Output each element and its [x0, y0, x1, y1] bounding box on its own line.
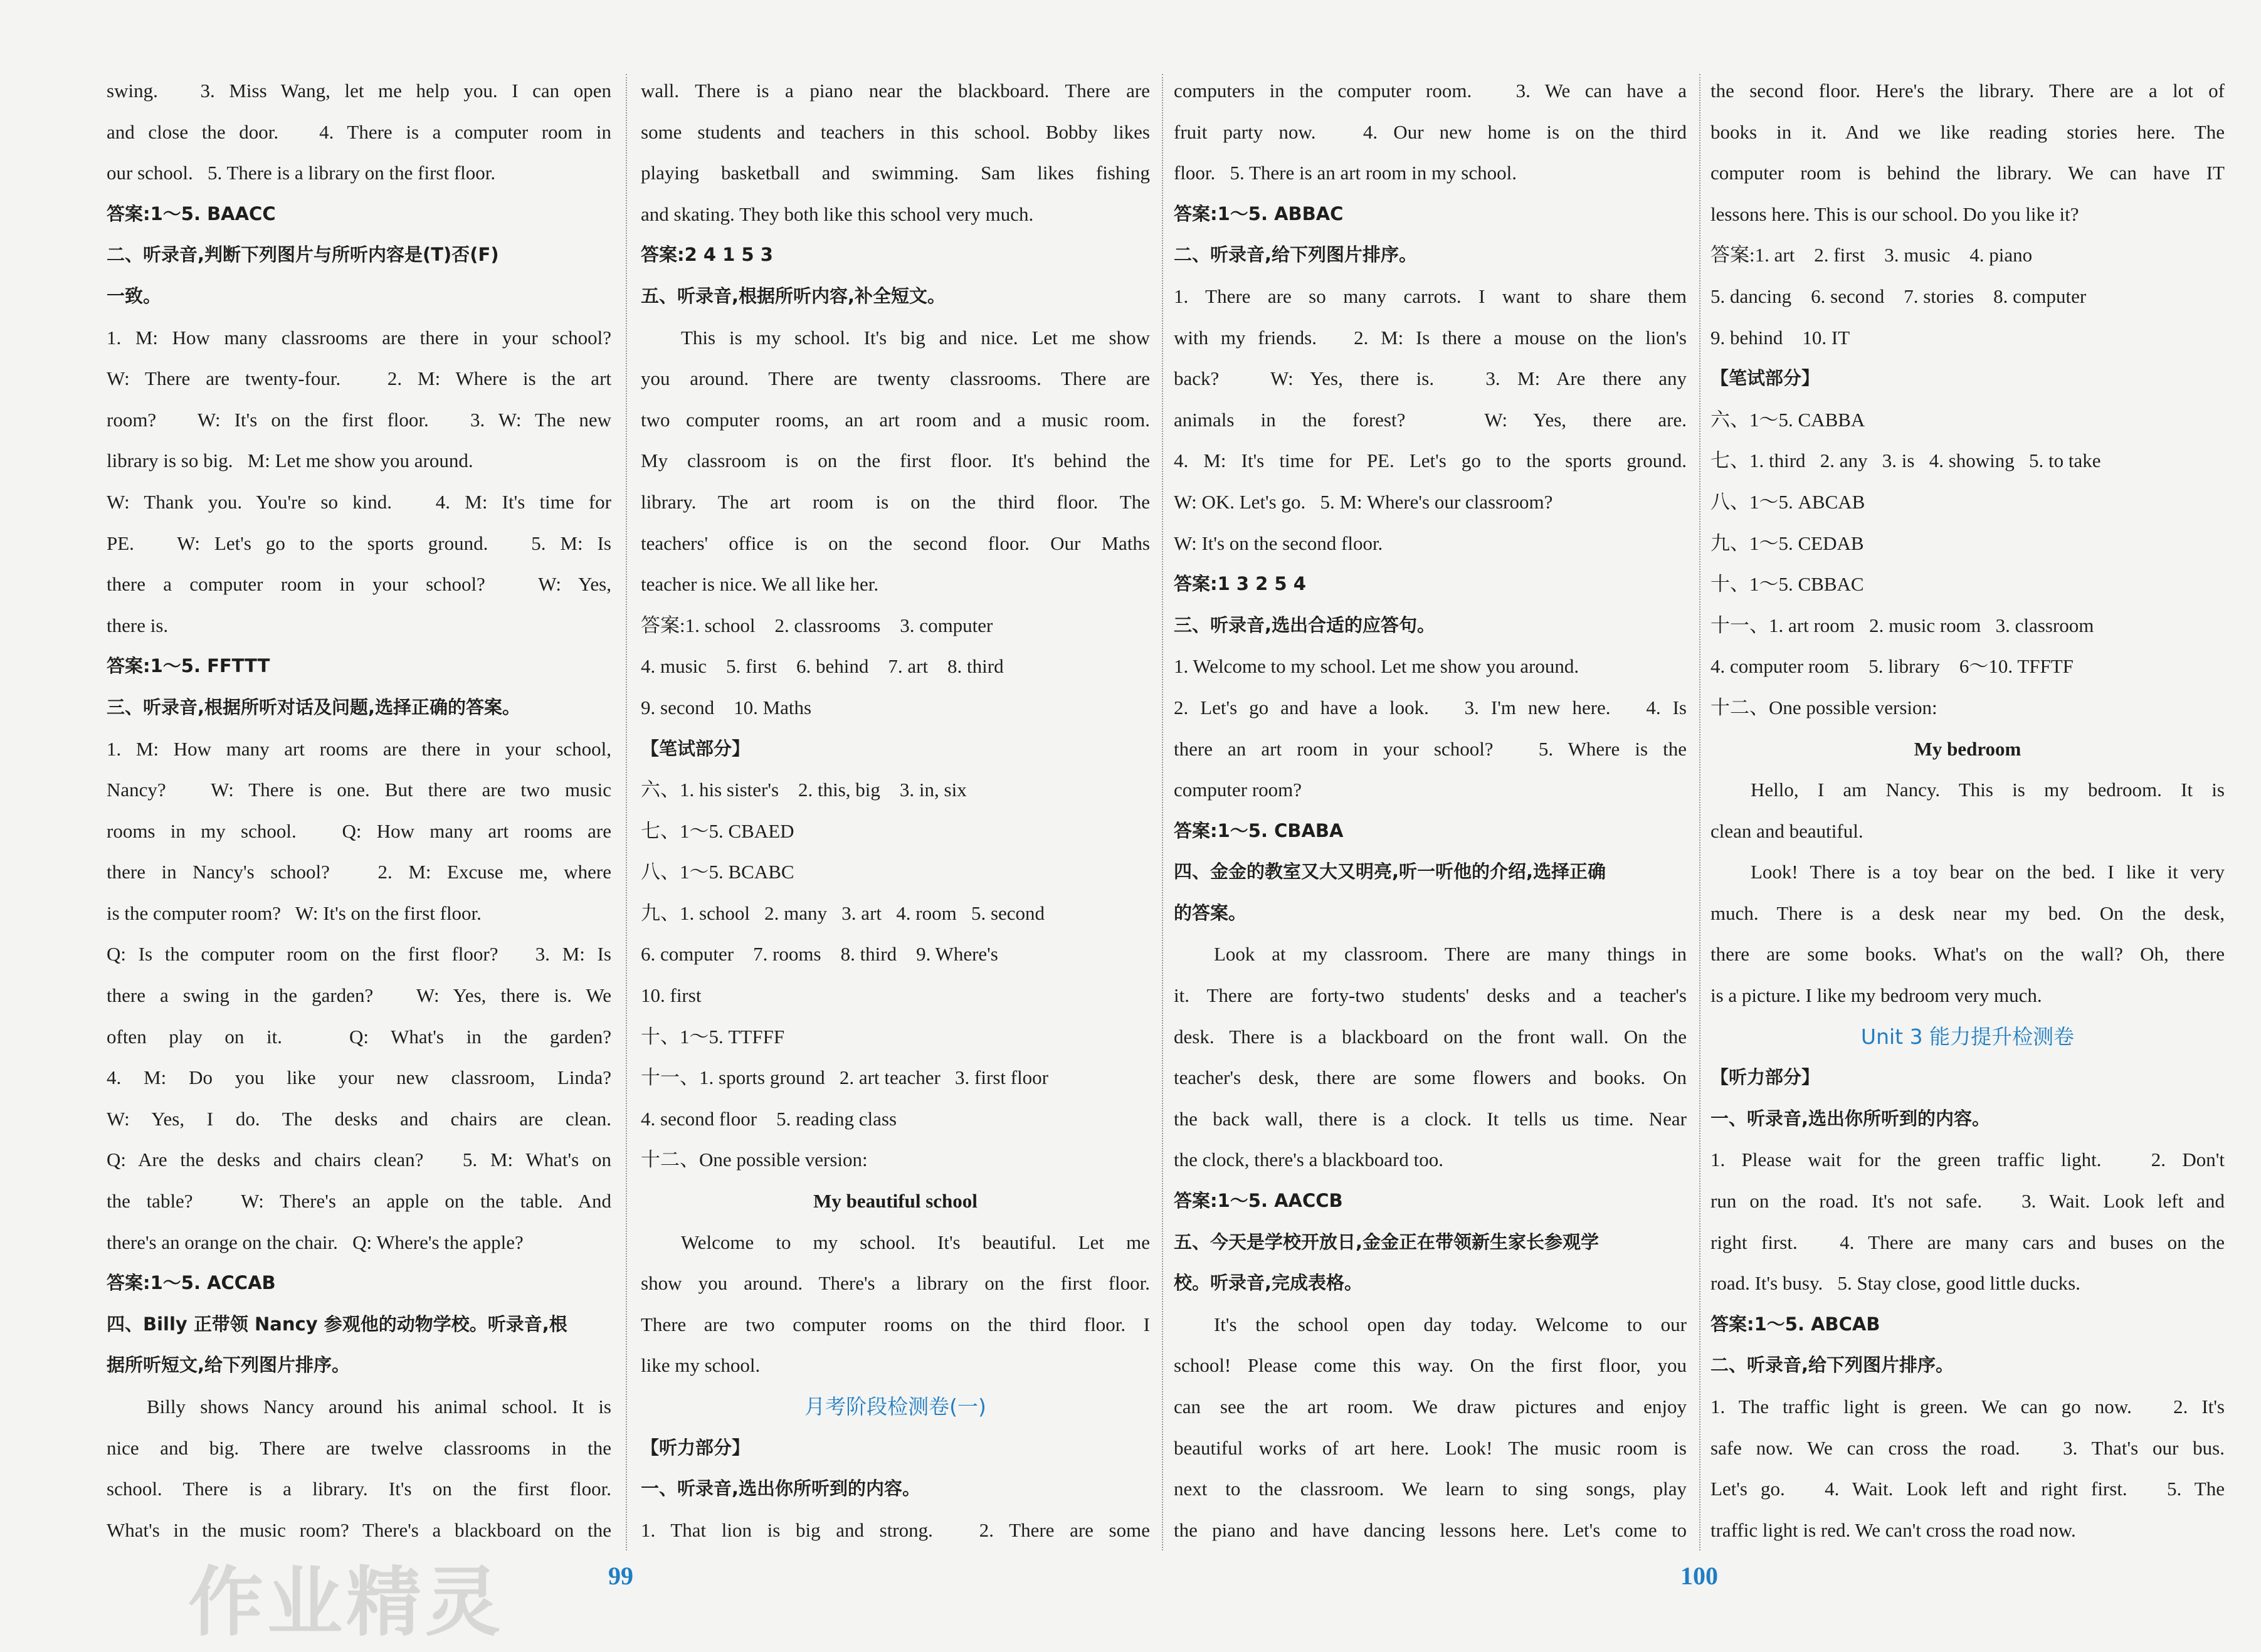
text-line: 2. Let's go and have a look. 3. I'm new here. 4. Is: [1174, 696, 1687, 718]
text-line: 答案:1. art 2. first 3. music 4. piano: [1710, 244, 2033, 266]
text-line: 的答案。: [1174, 902, 1247, 923]
text-line: 十二、One possible version:: [1710, 696, 1937, 718]
text-line: 十、1～5. CBBAC: [1710, 573, 1864, 596]
text-line: run on the road. It's not safe. 3. Wait. Look left and: [1710, 1190, 2225, 1213]
text-line: 八、1～5. ABCAB: [1710, 490, 1865, 513]
text-line: Hello, I am Nancy. This is my bedroom. It is: [1751, 779, 2225, 801]
text-line: My beautiful school: [813, 1190, 978, 1213]
text-line: desk. There is a blackboard on the front wall. On the: [1174, 1025, 1687, 1048]
text-line: next to the classroom. We learn to sing songs, play: [1174, 1478, 1687, 1500]
text-line: W: OK. Let's go. 5. M: Where's our classroom?: [1174, 490, 1553, 513]
text-line: 四、Billy 正带领 Nancy 参观他的动物学校。听录音,根: [107, 1313, 567, 1335]
text-line: Let's go. 4. Wait. Look left and right first. 5. The: [1710, 1478, 2225, 1500]
text-line: fruit party now. 4. Our new home is on the third: [1174, 120, 1687, 143]
text-line: Q: Are the desks and chairs clean? 5. M: What's on: [107, 1149, 611, 1171]
text-line: our school. 5. There is a library on the first floor.: [107, 162, 496, 184]
text-column-4: [1710, 70, 2225, 1562]
text-line: road. It's busy. 5. Stay close, good little ducks.: [1710, 1272, 2080, 1295]
column-divider: [1699, 74, 1700, 1550]
text-line: 四、金金的教室又大又明亮,听一听他的介绍,选择正确: [1174, 861, 1606, 883]
text-line: the table? W: There's an apple on the table. And: [107, 1190, 611, 1213]
text-line: W: Yes, I do. The desks and chairs are clean.: [107, 1107, 611, 1130]
text-line: some students and teachers in this school. Bobby likes: [641, 120, 1150, 143]
text-line: 月考阶段检测卷(一): [804, 1394, 986, 1419]
text-line: wall. There is a piano near the blackboard. There are: [641, 80, 1150, 102]
text-line: Welcome to my school. It's beautiful. Let me: [681, 1231, 1150, 1253]
text-line: Look! There is a toy bear on the bed. I like it very: [1751, 861, 2225, 883]
text-line: teacher's desk, there are some flowers and books. On: [1174, 1066, 1687, 1089]
text-line: 十一、1. art room 2. music room 3. classroom: [1710, 614, 2094, 636]
text-line: the second floor. Here's the library. There are a lot of: [1710, 80, 2225, 102]
text-line: traffic light is red. We can't cross the road now.: [1710, 1518, 2076, 1541]
text-line: two computer rooms, an art room and a music room.: [641, 408, 1150, 431]
text-line: 1. M: How many art rooms are there in your school,: [107, 737, 611, 760]
text-line: beautiful works of art here. Look! The music room is: [1174, 1436, 1687, 1459]
text-line: 答案:2 4 1 5 3: [641, 244, 773, 266]
text-line: and close the door. 4. There is a computer room in: [107, 120, 611, 143]
text-line: school! Please come this way. On the first floor, you: [1174, 1354, 1687, 1377]
text-line: teacher is nice. We all like her.: [641, 573, 879, 596]
text-line: 九、1. school 2. many 3. art 4. room 5. second: [641, 902, 1045, 924]
text-column-2: [641, 70, 1150, 1562]
text-line: 七、1. third 2. any 3. is 4. showing 5. to take: [1710, 450, 2101, 472]
text-line: It's the school open day today. Welcome to our: [1214, 1313, 1687, 1335]
text-line: there an art room in your school? 5. Where is the: [1174, 737, 1687, 760]
text-line: Q: Is the computer room on the first floor? 3. M: Is: [107, 943, 611, 965]
text-line: the clock, there's a blackboard too.: [1174, 1149, 1443, 1171]
text-column-3: [1174, 70, 1687, 1562]
text-line: 6. computer 7. rooms 8. third 9. Where's: [641, 943, 998, 965]
text-line: 二、听录音,给下列图片排序。: [1710, 1354, 1954, 1376]
text-line: 据所听短文,给下列图片排序。: [107, 1354, 350, 1376]
text-line: PE. W: Let's go to the sports ground. 5. M: Is: [107, 532, 611, 554]
text-line: 十一、1. sports ground 2. art teacher 3. first floor: [641, 1066, 1049, 1089]
text-line: computer room?: [1174, 779, 1302, 801]
text-line: with my friends. 2. M: Is there a mouse on the lion's: [1174, 326, 1687, 349]
text-line: teachers' office is on the second floor. Our Maths: [641, 532, 1150, 554]
text-line: 【听力部分】: [1710, 1066, 1820, 1088]
text-line: computer room is behind the library. We can have IT: [1710, 162, 2225, 184]
text-line: 校。听录音,完成表格。: [1174, 1272, 1363, 1294]
text-line: computers in the computer room. 3. We can have a: [1174, 80, 1687, 102]
text-line: Unit 3 能力提升检测卷: [1860, 1024, 2075, 1049]
text-line: 4. M: It's time for PE. Let's go to the sports ground.: [1174, 450, 1687, 472]
text-line: 二、听录音,给下列图片排序。: [1174, 244, 1418, 266]
text-line: safe now. We can cross the road. 3. That's our bus.: [1710, 1436, 2225, 1459]
text-line: library is so big. M: Let me show you around.: [107, 450, 473, 472]
text-line: 答案:1. school 2. classrooms 3. computer: [641, 614, 993, 636]
text-line: 【笔试部分】: [641, 737, 751, 759]
text-line: W: Thank you. You're so kind. 4. M: It's time for: [107, 490, 611, 513]
text-line: books in it. And we like reading stories here. The: [1710, 120, 2225, 143]
text-line: There are two computer rooms on the third floor. I: [641, 1313, 1150, 1335]
text-line: 【笔试部分】: [1710, 367, 1820, 389]
text-line: animals in the forest? W: Yes, there are.: [1174, 408, 1687, 431]
text-line: Look at my classroom. There are many things in: [1214, 943, 1687, 965]
watermark-logo: 作业精灵: [188, 1559, 504, 1646]
page-number-right: 100: [1680, 1562, 1718, 1590]
text-line: 十二、One possible version:: [641, 1149, 868, 1171]
text-line: there's an orange on the chair. Q: Where's the apple?: [107, 1231, 524, 1253]
text-line: 五、今天是学校开放日,金金正在带领新生家长参观学: [1174, 1231, 1600, 1253]
text-line: 二、听录音,判断下列图片与所听内容是(T)否(F): [107, 244, 499, 266]
text-line: 1. That lion is big and strong. 2. There are some: [641, 1518, 1150, 1541]
text-line: there is.: [107, 614, 169, 636]
text-line: Billy shows Nancy around his animal school. It is: [147, 1396, 611, 1418]
text-line: library. The art room is on the third floor. The: [641, 490, 1150, 513]
column-divider: [1162, 74, 1163, 1550]
text-line: 三、听录音,根据所听对话及问题,选择正确的答案。: [107, 696, 521, 718]
text-line: 五、听录音,根据所听内容,补全短文。: [641, 285, 946, 307]
text-line: the piano and have dancing lessons here. Let's come to: [1174, 1518, 1687, 1541]
text-line: 一、听录音,选出你所听到的内容。: [1710, 1107, 1991, 1129]
text-line: 六、1～5. CABBA: [1710, 408, 1865, 431]
text-line: 9. behind 10. IT: [1710, 326, 1850, 349]
text-line: playing basketball and swimming. Sam likes fishing: [641, 162, 1150, 184]
text-line: you around. There are twenty classrooms. There are: [641, 367, 1150, 390]
text-line: much. There is a desk near my bed. On the desk,: [1710, 902, 2225, 924]
text-line: 六、1. his sister's 2. this, big 3. in, six: [641, 779, 967, 801]
text-line: Nancy? W: There is one. But there are two music: [107, 779, 611, 801]
text-line: 1. Please wait for the green traffic light. 2. Don't: [1710, 1149, 2225, 1171]
text-line: is the computer room? W: It's on the first floor.: [107, 902, 482, 924]
text-line: 4. M: Do you like your new classroom, Linda?: [107, 1066, 611, 1089]
text-line: My bedroom: [1914, 737, 2021, 760]
text-line: there in Nancy's school? 2. M: Excuse me, where: [107, 861, 611, 883]
text-line: there a computer room in your school? W: Yes,: [107, 573, 611, 596]
text-line: 1. Welcome to my school. Let me show you around.: [1174, 655, 1579, 678]
text-line: 【听力部分】: [641, 1436, 751, 1458]
text-line: 答案:1～5. ABCAB: [1710, 1313, 1880, 1335]
text-line: 九、1～5. CEDAB: [1710, 532, 1864, 554]
text-line: 1. The traffic light is green. We can go now. 2. It's: [1710, 1396, 2225, 1418]
text-line: 答案:1～5. ABBAC: [1174, 203, 1344, 224]
text-line: 4. music 5. first 6. behind 7. art 8. third: [641, 655, 1004, 678]
text-line: there are some books. What's on the wall? Oh, there: [1710, 943, 2225, 965]
text-line: 七、1～5. CBAED: [641, 819, 794, 842]
text-line: 十、1～5. TTFFF: [641, 1025, 785, 1048]
text-line: is a picture. I like my bedroom very much.: [1710, 984, 2042, 1007]
text-line: 八、1～5. BCABC: [641, 861, 794, 883]
text-line: 答案:1～5. CBABA: [1174, 819, 1344, 841]
text-line: 三、听录音,选出合适的应答句。: [1174, 614, 1436, 636]
text-line: What's in the music room? There's a blackboard on the: [107, 1518, 611, 1541]
text-line: 答案:1～5. BAACC: [107, 203, 276, 224]
text-line: 1. There are so many carrots. I want to share them: [1174, 285, 1687, 307]
text-line: school. There is a library. It's on the first floor.: [107, 1478, 611, 1500]
page-number-left: 99: [608, 1562, 633, 1590]
text-line: swing. 3. Miss Wang, let me help you. I can open: [107, 80, 611, 102]
text-line: floor. 5. There is an art room in my school.: [1174, 162, 1517, 184]
text-line: This is my school. It's big and nice. Let me show: [681, 326, 1150, 349]
text-line: 答案:1～5. ACCAB: [107, 1272, 276, 1294]
text-line: 一、听录音,选出你所听到的内容。: [641, 1478, 921, 1500]
text-line: W: There are twenty-four. 2. M: Where is the art: [107, 367, 611, 390]
text-line: clean and beautiful.: [1710, 819, 1863, 842]
text-line: there a swing in the garden? W: Yes, there is. We: [107, 984, 611, 1007]
text-column-1: [107, 70, 611, 1562]
column-divider: [626, 74, 627, 1550]
text-line: it. There are forty-two students' desks and a teacher's: [1174, 984, 1687, 1007]
text-line: lessons here. This is our school. Do you like it?: [1710, 203, 2079, 225]
text-line: 答案:1～5. FFTTT: [107, 655, 270, 677]
text-line: right first. 4. There are many cars and buses on the: [1710, 1231, 2225, 1253]
text-line: room? W: It's on the first floor. 3. W: The new: [107, 408, 611, 431]
text-line: 9. second 10. Maths: [641, 696, 812, 718]
text-line: show you around. There's a library on the first floor.: [641, 1272, 1150, 1295]
text-line: rooms in my school. Q: How many art rooms are: [107, 819, 611, 842]
text-line: the back wall, there is a clock. It tells us time. Near: [1174, 1107, 1687, 1130]
text-line: 4. second floor 5. reading class: [641, 1107, 897, 1130]
text-line: My classroom is on the first floor. It's behind the: [641, 450, 1150, 472]
text-line: back? W: Yes, there is. 3. M: Are there any: [1174, 367, 1687, 390]
text-line: nice and big. There are twelve classrooms in the: [107, 1436, 611, 1459]
text-line: and skating. They both like this school very much.: [641, 203, 1034, 225]
text-line: 一致。: [107, 285, 162, 307]
text-line: 5. dancing 6. second 7. stories 8. computer: [1710, 285, 2087, 307]
text-line: 10. first: [641, 984, 702, 1007]
text-line: W: It's on the second floor.: [1174, 532, 1383, 554]
text-line: 1. M: How many classrooms are there in your school?: [107, 326, 611, 349]
text-line: 答案:1～5. AACCB: [1174, 1190, 1343, 1212]
text-line: can see the art room. We draw pictures and enjoy: [1174, 1396, 1687, 1418]
text-line: 4. computer room 5. library 6～10. TFFTF: [1710, 655, 2074, 678]
text-line: 答案:1 3 2 5 4: [1174, 573, 1306, 595]
text-line: like my school.: [641, 1354, 761, 1377]
text-line: often play on it. Q: What's in the garden?: [107, 1025, 611, 1048]
